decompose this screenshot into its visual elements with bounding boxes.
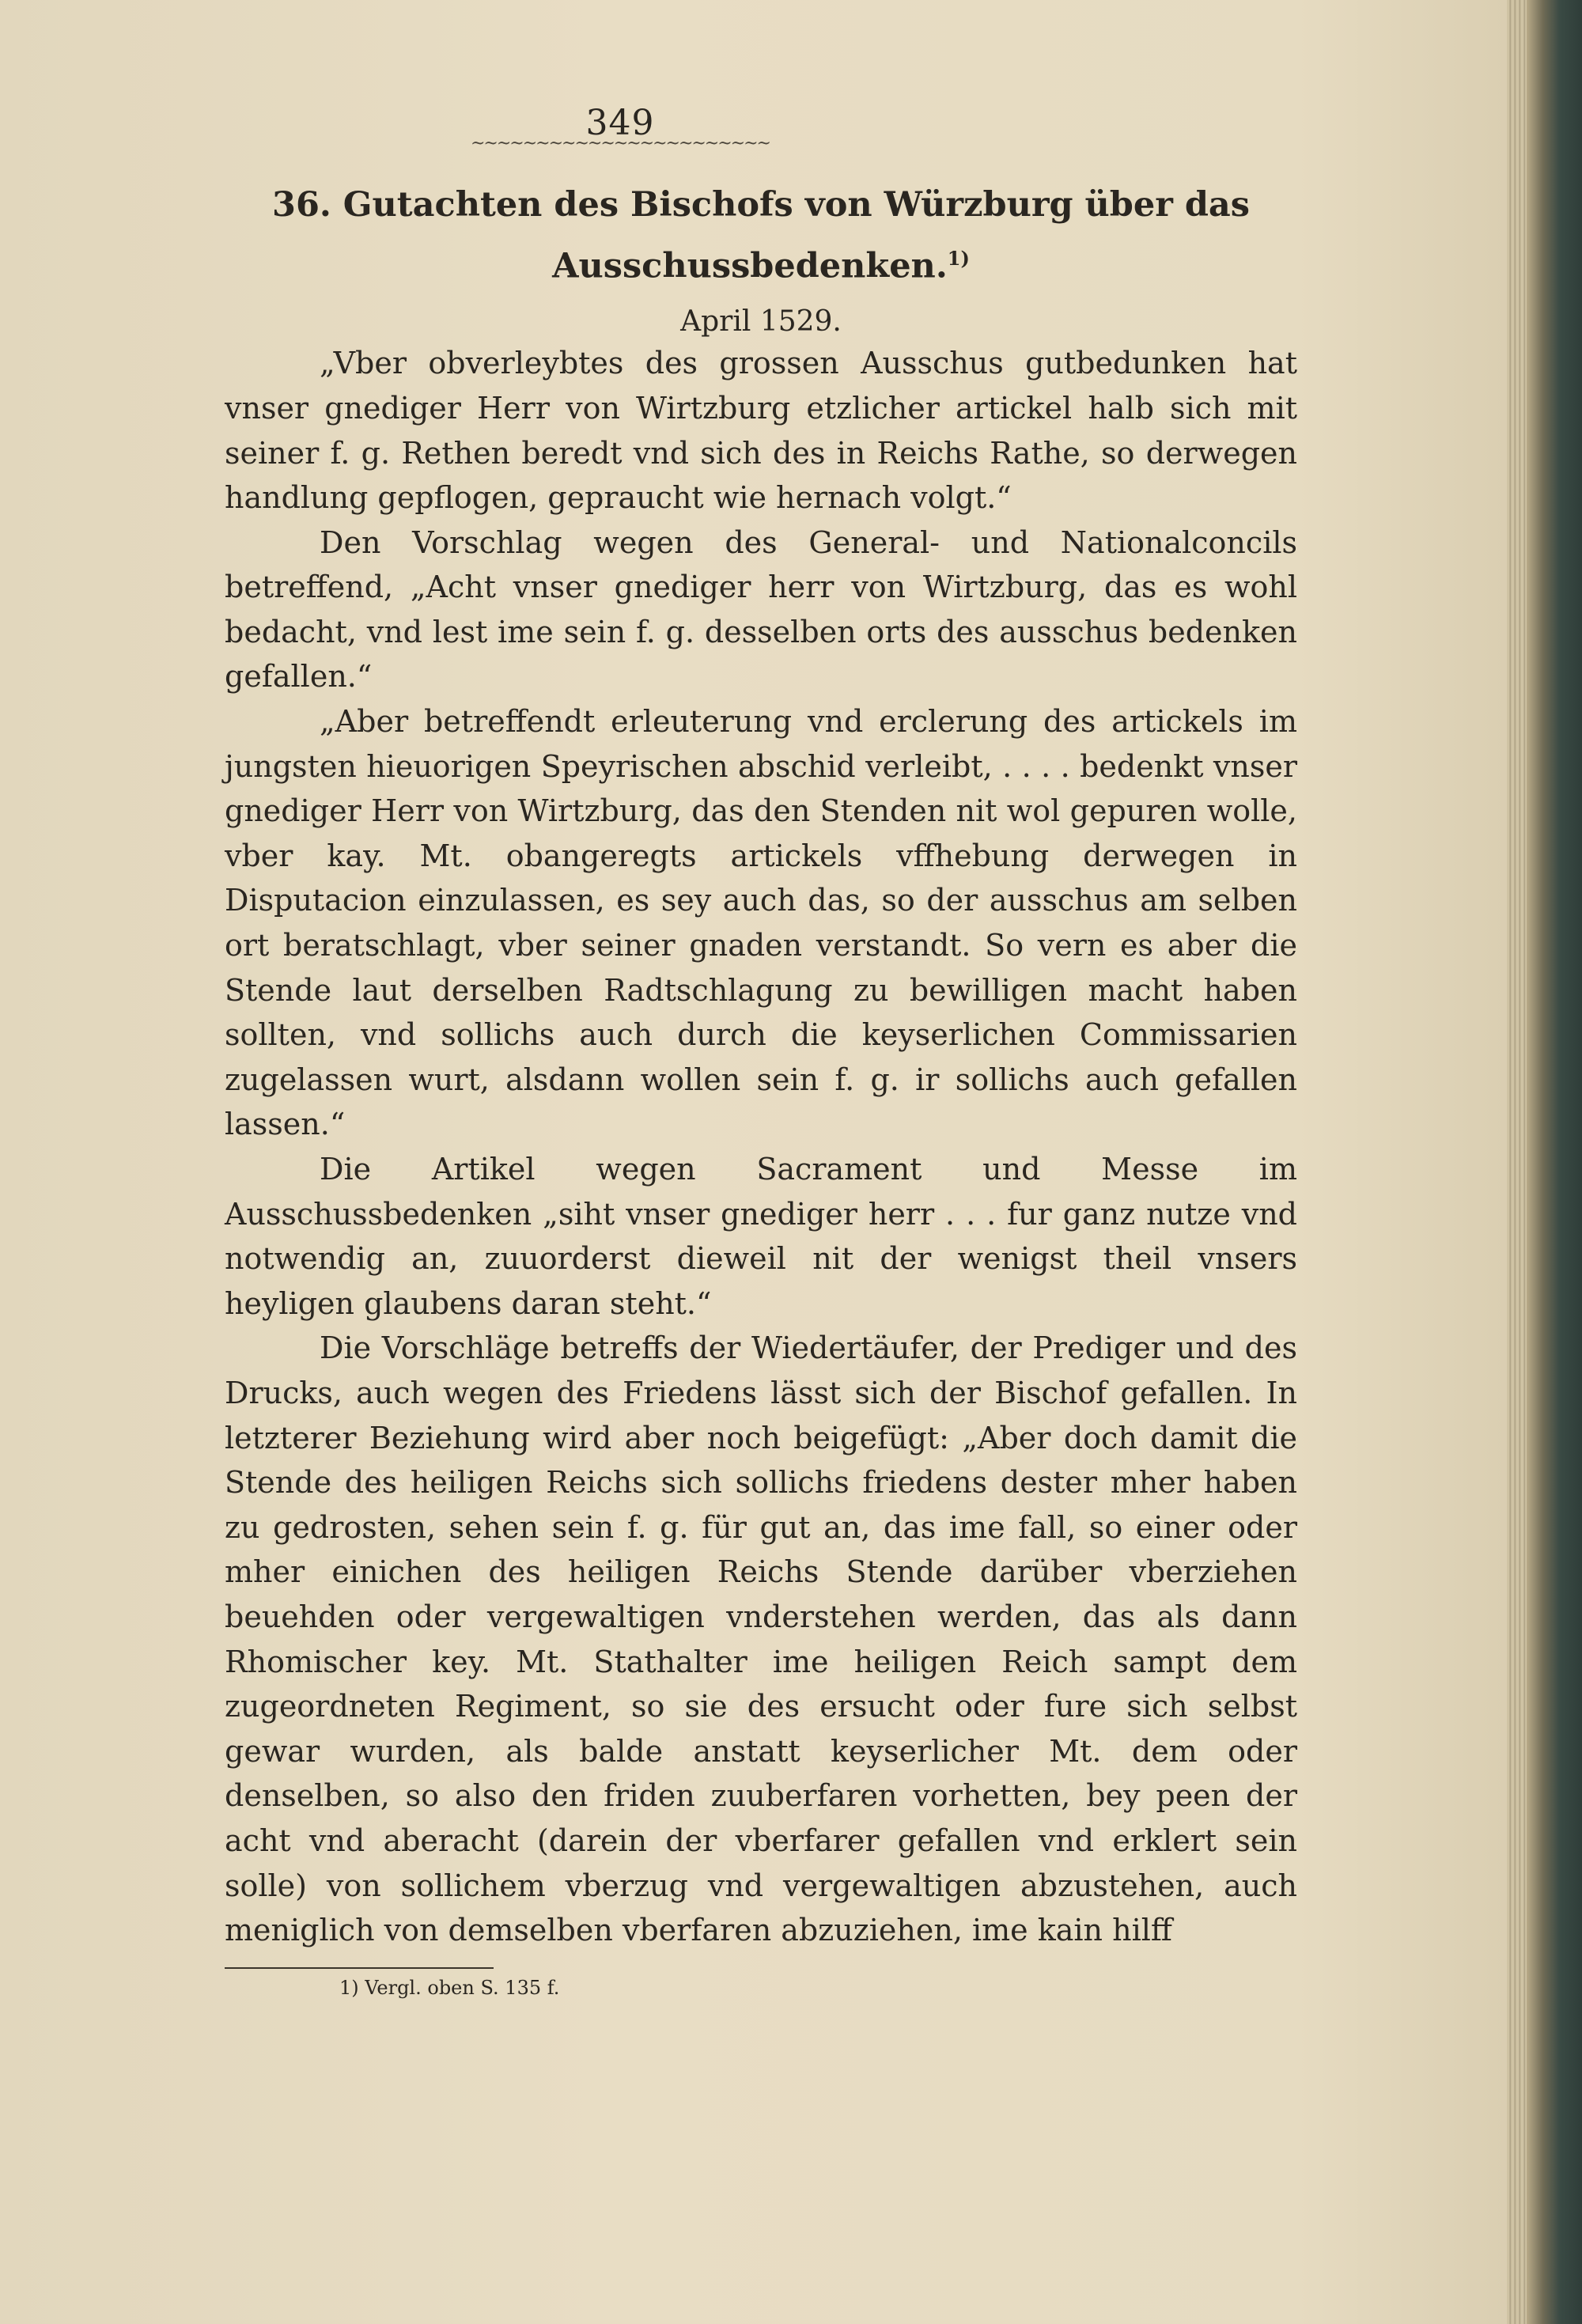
paragraph: „Aber betreffendt erleuterung vnd erclerung des artickels im jungsten hieuorigen Speyrischen abschid verleibt, . . . . bedenkt vnser gnediger Herr von Wirtzburg, das den Stenden nit wol gepuren wolle, vber kay. Mt. obangeregts artickels vffhebung derwegen in Disputacion einzulassen, es sey auch das, so der ausschus am selben ort beratschlagt, vber seiner gnaden verstandt. So vern es aber die Stende laut derselben Radtschlagung zu bewilligen macht haben sollten, vnd sollichs auch durch die keyserlichen Commissarien zugelassen wurt, alsdann wollen sein f. g. ir sollichs auch gefallen lassen.“ <box>225 704 1297 1142</box>
footnote: 1) Vergl. oben S. 135 f. <box>339 1976 560 1999</box>
paragraph: „Vber obverleybtes des grossen Ausschus gutbedunken hat vnser gnediger Herr von Wirtzburg etzlicher artickel halb sich mit seiner f. g. Rethen beredt vnd sich des in Reichs Rathe, so derwegen handlung gepflogen, gepraucht wie hernach volgt.“ <box>225 346 1297 516</box>
page-number-ornament: ~~~~~~~~~~~~~~~~~~~~~~~ <box>471 134 770 153</box>
document-title <box>225 178 1297 293</box>
paragraph: Den Vorschlag wegen des General- und Nationalconcils betreffend, „Acht vnser gnediger herr von Wirtzburg, das es wohl bedacht, vnd lest ime sein f. g. desselben orts des ausschus bedenken gefallen.“ <box>225 524 1297 695</box>
text-block <box>225 103 1297 1999</box>
document-date: April 1529. <box>680 305 842 339</box>
paragraph: Die Vorschläge betreffs der Wiedertäufer, der Prediger und des Drucks, auch wegen des Friedens lässt sich der Bischof gefallen. In letzterer Beziehung wird aber noch beigefügt: „Aber doch damit die Stende des heiligen Reichs sich sollichs friedens dester mher haben zu gedrosten, sehen sein f. g. für gut an, das ime fall, so einer oder mher einichen des heiligen Reichs Stende darüber vberziehen beuehden oder vergewaltigen vnderstehen werden, das als dann Rhomischer key. Mt. Stathalter ime heiligen Reich sampt dem zugeordneten Regiment, so sie des ersucht oder fure sich selbst gewar wurden, als balde anstatt keyserlicher Mt. dem oder denselben, so also den friden zuuberfaren vorhetten, bey peen der acht vnd aberacht (darein der vberfarer gefallen vnd erklert sein solle) von sollichem vberzug vnd vergewaltigen abzustehen, auch meniglich von demselben vberfaren abzuziehen, ime kain hilff <box>225 1330 1297 1948</box>
page-number: 349 <box>585 103 655 143</box>
paragraph: Die Artikel wegen Sacrament und Messe im Ausschussbedenken „siht vnser gnediger herr . . . fur ganz nutze vnd notwendig an, zuuorderst dieweil nit der wenigst theil vnsers heyligen glaubens daran steht.“ <box>225 1152 1297 1321</box>
page-edges <box>1507 0 1527 2324</box>
book-spine <box>1527 0 1582 2324</box>
title-text: 36. Gutachten des Bischofs von Würzburg über das Ausschussbedenken. <box>272 185 1250 286</box>
title-footnote-marker: 1) <box>947 247 970 270</box>
footnote-divider <box>225 1967 494 1969</box>
